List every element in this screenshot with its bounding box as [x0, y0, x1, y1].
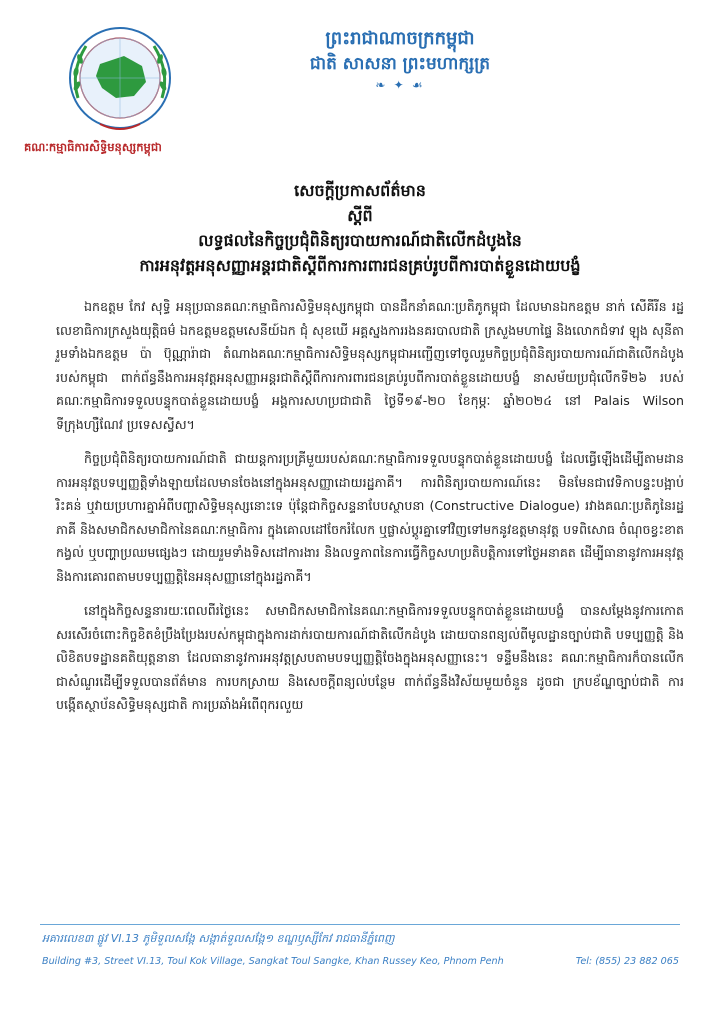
press-release-title [40, 178, 680, 278]
footer-address-khmer: អគារលេខ៣ ផ្លូវ VI.13 ភូមិទួលសង្កែ សង្កាត់ទួលសង្កែ១ ខណ្ឌឫស្សីកែវ រាជធានីភ្នំពេញ [42, 932, 395, 945]
kingdom-motto: ជាតិ សាសនា ព្រះមហាក្សត្រ [309, 54, 491, 74]
press-release-body [56, 295, 684, 728]
logo-caption: គណៈកម្មាធិការសិទ្ធិមនុស្សកម្ពុជា [24, 140, 162, 154]
footer-address-english: Building #3, Street VI.13, Toul Kok Village, Sangkat Toul Sangke, Khan Russey Keo, Phnom Penh [42, 956, 504, 967]
cambodian-human-rights-committee-logo [50, 20, 190, 140]
body-paragraph-1: ឯកឧត្តម កែវ សុទ្ធិ អនុប្រធានគណៈកម្មាធិការសិទ្ធិមនុស្សកម្ពុជា បានដឹកនាំគណៈប្រតិភូកម្ពុជា ដែលមានឯកឧត្តម នាក់ សើគីរីន រដ្ឋលេខាធិការក្រសួងយុត្តិធម៌ ឯកឧត្តមឧត្តមសេនីយ៍ឯក ជុំ សុខឃើ អគ្គស្នងការរងនគរបាលជាតិ ក្រសួងមហាផ្ទៃ និងលោកជំទាវ ឡុង សុនីតា រួមទាំងឯកឧត្តម ប៉ា ប៊ុណ្ណារ៉ាជា តំណាងគណៈកម្មាធិការសិទ្ធិមនុស្សកម្ពុជាអញ្ជើញទៅចូលរួមកិច្ចប្រជុំពិនិត្យរបាយការណ៍ជាតិលើកដំបូងរបស់កម្ពុជា ពាក់ព័ន្ធនឹងការអនុវត្តអនុសញ្ញាអន្តរជាតិស្តីពីការការពារជនគ្រប់រូបពីការបាត់ខ្លួនដោយបង្ខំ នាសម័យប្រជុំលើកទី២៦ របស់គណៈកម្មាធិការទទួលបន្ទុកបាត់ខ្លួនដោយបង្ខំ អង្គការសហប្រជាជាតិ ថ្ងៃទី១៩-២០ ខែកុម្ភៈ ឆ្នាំ២០២៤ នៅ Palais Wilson ទីក្រុងហ្សឺណែវ ប្រទេសស្វីស។ [56, 299, 684, 432]
kingdom-heading [270, 26, 530, 92]
body-paragraph-2: កិច្ចប្រជុំពិនិត្យរបាយការណ៍ជាតិ ជាយន្តការប្រគ្រីមួយរបស់គណៈកម្មាធិការទទួលបន្ទុកបាត់ខ្លួនដោយបង្ខំ ដែលធ្វើឡើងដើម្បីតាមដានការអនុវត្តបទប្បញ្ញត្តិទាំងឡាយដែលមានចែងនៅក្នុងអនុសញ្ញាដោយរដ្ឋភាគី។ ការពិនិត្យរបាយការណ៍នេះ មិនមែនជាវេទិកាបន្ទះបង្អាប់ រិះគន់ ឬវាយប្រហារគ្នាអំពីបញ្ហាសិទ្ធិមនុស្សនោះទេ ប៉ុន្តែជាកិច្ចសន្ទនាបែបស្ថាបនា (Constructive Dialogue) រវាងគណៈប្រតិភូនៃរដ្ឋភាគី និងសមាជិកសមាជិកានៃគណៈកម្មាធិការ ក្នុងគោលដៅចែករំលែក ឬផ្លាស់ប្តូរគ្នាទៅវិញទៅមកនូវឧត្តមានុវត្ត បទពិសោធ ចំណុចខ្វះខាត កង្វល់ ឬបញ្ហាប្រឈមផ្សេងៗ ដោយរួមទាំងទិសដៅការងារ និងលទ្ធភាពនៃការធ្វើកិច្ចសហប្រតិបត្តិការទៅថ្ងៃអនាគត ដើម្បីធានានូវការអនុវត្តនិងការគោរពតាមបទប្បញ្ញត្តិនៃអនុសញ្ញានៅក្នុងរដ្ឋភាគី។ [56, 451, 684, 584]
title-line-3: លទ្ធផលនៃកិច្ចប្រជុំពិនិត្យរបាយការណ៍ជាតិលើកដំបូងនៃ [198, 231, 522, 250]
kingdom-line-1: ព្រះរាជាណាចក្រកម្ពុជា [325, 28, 475, 49]
emblem-icon [50, 20, 190, 140]
title-line-1: សេចក្តីប្រកាសព័ត៌មាន [294, 181, 426, 200]
ornament-divider-icon: ❧ ✦ ☙ [375, 78, 425, 92]
footer-telephone: Tel: (855) 23 882 065 [575, 956, 679, 967]
title-line-4: ការអនុវត្តអនុសញ្ញាអន្តរជាតិស្តីពីការការពារជនគ្រប់រូបពីការបាត់ខ្លួនដោយបង្ខំ [139, 256, 581, 275]
body-paragraph-3: នៅក្នុងកិច្ចសន្ទនារយៈពេលពីរថ្ងៃនេះ សមាជិកសមាជិកានៃគណៈកម្មាធិការទទួលបន្ទុកបាត់ខ្លួនដោយបង្ខំ បានសម្តែងនូវការកោតសរសើរចំពោះកិច្ចខិតខំប្រឹងប្រែងរបស់កម្ពុជាក្នុងការដាក់របាយការណ៍ជាតិលើកដំបូង ដោយបានពន្យល់ពីមូលដ្ឋានច្បាប់ជាតិ បទប្បញ្ញត្តិ និងលិខិតបទដ្ឋានគតិយុត្តនានា ដែលធានានូវការអនុវត្តស្របតាមបទប្បញ្ញត្តិចែងក្នុងអនុសញ្ញានេះ។ ទន្ទឹមនឹងនេះ គណៈកម្មាធិការក៏បានលើកជាសំណួរដើម្បីទទួលបានព័ត៌មាន ការបកស្រាយ និងសេចក្តីពន្យល់បន្ថែម ពាក់ព័ន្ធនឹងវិស័យមួយចំនួន ដូចជា ក្របខ័ណ្ឌច្បាប់ជាតិ ការបង្កើតស្ថាប័នសិទ្ធិមនុស្សជាតិ ការប្រឆាំងអំពើពុករលួយ [56, 603, 684, 712]
title-line-2: ស្តីពី [347, 206, 373, 225]
footer-divider [40, 924, 680, 925]
